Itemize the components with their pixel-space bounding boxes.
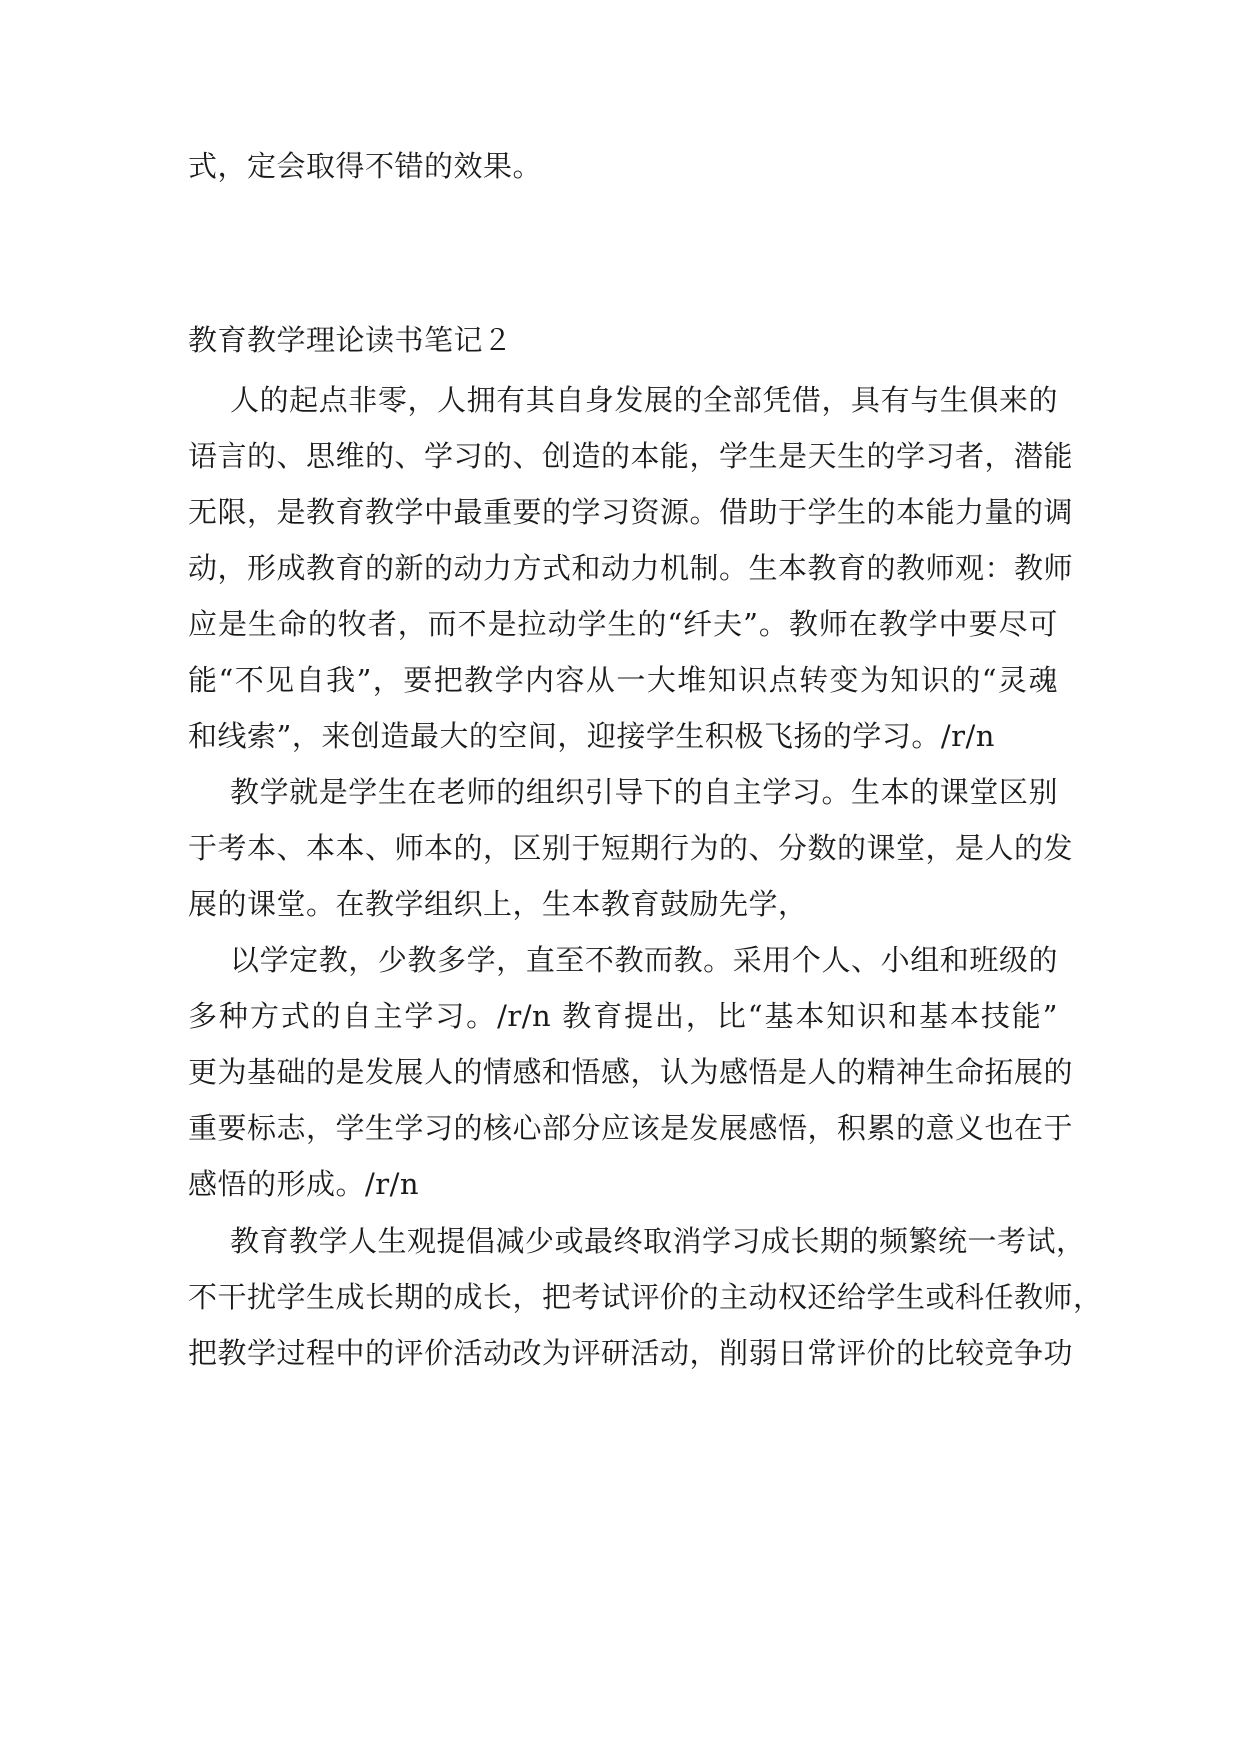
lead-line: 式，定会取得不错的效果。	[188, 149, 543, 183]
paragraph-line: 以学定教，少教多学，直至不教而教。采用个人、小组和班级的	[230, 943, 1058, 977]
paragraph-line: 能“不见自我”，要把教学内容从一大堆知识点转变为知识的“灵魂	[188, 663, 1058, 697]
paragraph-line: 展的课堂。在教学组织上，生本教育鼓励先学，	[188, 887, 808, 921]
paragraph-line: 多种方式的自主学习。/r/n 教育提出，比“基本知识和基本技能”	[188, 999, 1058, 1033]
paragraph-line: 应是生命的牧者，而不是拉动学生的“纤夫”。教师在教学中要尽可	[188, 607, 1058, 641]
paragraph-line: 动，形成教育的新的动力方式和动力机制。生本教育的教师观：教师	[188, 551, 1074, 585]
paragraph-line: 感悟的形成。/r/n	[188, 1167, 420, 1201]
paragraph-line: 重要标志，学生学习的核心部分应该是发展感悟，积累的意义也在于	[188, 1111, 1074, 1145]
paragraph-line: 更为基础的是发展人的情感和悟感，认为感悟是人的精神生命拓展的	[188, 1055, 1074, 1089]
section-title: 教育教学理论读书笔记２	[188, 323, 513, 357]
paragraph-line: 把教学过程中的评价活动改为评研活动，削弱日常评价的比较竞争功	[188, 1336, 1074, 1370]
paragraph-line: 语言的、思维的、学习的、创造的本能，学生是天生的学习者，潜能	[188, 439, 1074, 473]
paragraph-line: 无限，是教育教学中最重要的学习资源。借助于学生的本能力量的调	[188, 495, 1074, 529]
paragraph-line: 于考本、本本、师本的，区别于短期行为的、分数的课堂，是人的发	[188, 831, 1074, 865]
paragraph-line: 教学就是学生在老师的组织引导下的自主学习。生本的课堂区别	[230, 775, 1058, 809]
paragraph-line: 人的起点非零，人拥有其自身发展的全部凭借，具有与生俱来的	[230, 383, 1058, 417]
paragraph-line: 教育教学人生观提倡减少或最终取消学习成长期的频繁统一考试，	[230, 1224, 1086, 1258]
paragraph-line: 不干扰学生成长期的成长，把考试评价的主动权还给学生或科任教师，	[188, 1280, 1103, 1314]
paragraph-line: 和线索”，来创造最大的空间，迎接学生积极飞扬的学习。/r/n	[188, 719, 995, 753]
